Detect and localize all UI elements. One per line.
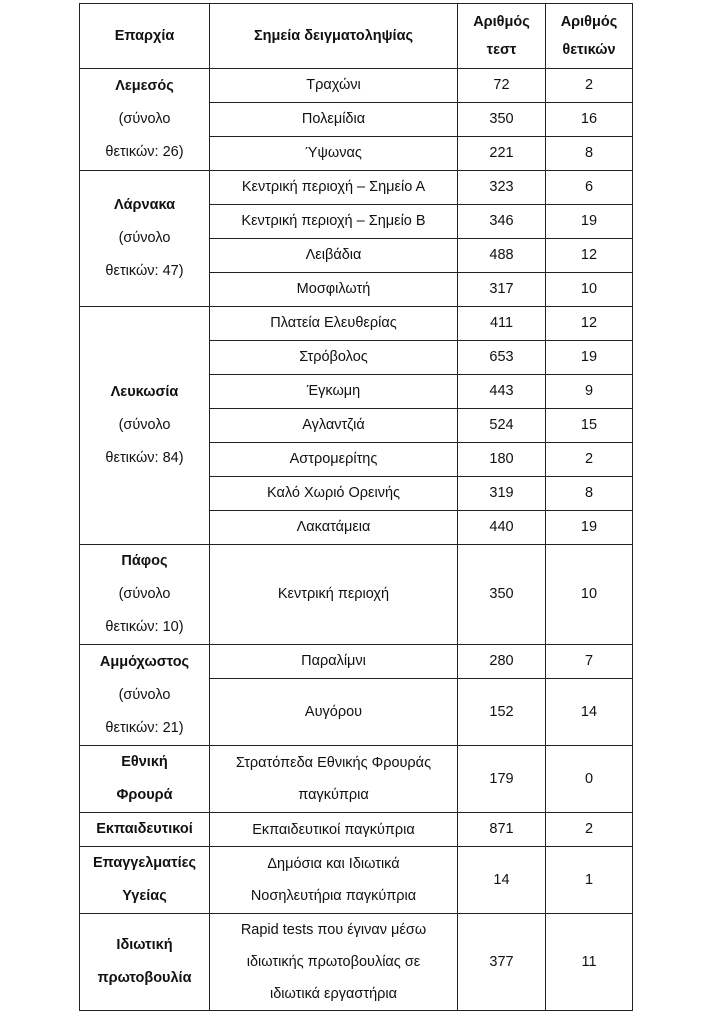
- province-name: Λευκωσία: [110, 384, 179, 400]
- positives-cell: 15: [546, 409, 633, 443]
- province-total-line2: θετικών: 26): [105, 144, 184, 160]
- category-cell: [80, 847, 210, 914]
- test-results-table: [79, 3, 633, 1011]
- site-cell: Ύψωνας: [210, 137, 458, 171]
- positives-cell: 12: [546, 307, 633, 341]
- site-cell: Καλό Χωριό Ορεινής: [210, 477, 458, 511]
- table-row: [80, 746, 633, 813]
- tests-cell: 323: [458, 171, 546, 205]
- positives-cell: 19: [546, 511, 633, 545]
- tests-cell: 221: [458, 137, 546, 171]
- site-cell: Τραχώνι: [210, 69, 458, 103]
- tests-cell: 411: [458, 307, 546, 341]
- province-cell: [80, 645, 210, 746]
- positives-cell: 9: [546, 375, 633, 409]
- site-cell: Λειβάδια: [210, 239, 458, 273]
- site-line1: Δημόσια και Ιδιωτικά: [267, 856, 400, 872]
- province-cell: [80, 307, 210, 545]
- province-name: Λάρνακα: [113, 197, 176, 213]
- tests-cell: 280: [458, 645, 546, 679]
- province-name: Λεμεσός: [115, 78, 174, 94]
- positives-cell: 14: [546, 679, 633, 746]
- tests-cell: 350: [458, 103, 546, 137]
- site-line2: ιδιωτικής πρωτοβουλίας σε: [246, 954, 421, 970]
- tests-cell: 180: [458, 443, 546, 477]
- province-total-line2: θετικών: 10): [105, 619, 184, 635]
- category-cell: [80, 914, 210, 1011]
- site-line1: Στρατόπεδα Εθνικής Φρουράς: [235, 755, 432, 771]
- province-total-line2: θετικών: 47): [105, 263, 184, 279]
- category-name-line2: Φρουρά: [116, 787, 173, 803]
- tests-cell: 653: [458, 341, 546, 375]
- header-positives-line2: θετικών: [562, 42, 616, 58]
- tests-cell: 377: [458, 914, 546, 1011]
- category-cell: [80, 813, 210, 847]
- site-cell: Κεντρική περιοχή: [210, 545, 458, 645]
- category-name-line1: Εθνική: [121, 754, 168, 770]
- site-cell: Στρόβολος: [210, 341, 458, 375]
- province-total-line1: (σύνολο: [118, 230, 171, 246]
- site-line2: παγκύπρια: [298, 787, 369, 803]
- site-cell: Λακατάμεια: [210, 511, 458, 545]
- header-sites: Σημεία δειγματοληψίας: [210, 4, 458, 69]
- province-cell: [80, 171, 210, 307]
- positives-cell: 2: [546, 813, 633, 847]
- site-line1: Rapid tests που έγιναν μέσω: [240, 922, 427, 938]
- tests-cell: 72: [458, 69, 546, 103]
- site-cell: [210, 813, 458, 847]
- positives-cell: 2: [546, 443, 633, 477]
- site-cell: Κεντρική περιοχή – Σημείο Α: [210, 171, 458, 205]
- tests-cell: 443: [458, 375, 546, 409]
- category-cell: [80, 746, 210, 813]
- tests-cell: 319: [458, 477, 546, 511]
- site-line3: ιδιωτικά εργαστήρια: [269, 986, 397, 1002]
- site-cell: Αγλαντζιά: [210, 409, 458, 443]
- province-total-line2: θετικών: 84): [105, 450, 184, 466]
- table-row: [80, 69, 633, 103]
- site-cell: [210, 914, 458, 1011]
- province-total-line1: (σύνολο: [118, 586, 171, 602]
- tests-cell: 488: [458, 239, 546, 273]
- province-name: Αμμόχωστος: [99, 653, 190, 670]
- positives-cell: 7: [546, 645, 633, 679]
- table-row: [80, 307, 633, 341]
- tests-cell: 350: [458, 545, 546, 645]
- category-name-line1: Επαγγελματίες: [92, 855, 197, 871]
- site-line2: Νοσηλευτήρια παγκύπρια: [250, 888, 417, 904]
- site-cell: Αυγόρου: [210, 679, 458, 746]
- positives-cell: 2: [546, 69, 633, 103]
- category-name-line2: πρωτοβουλία: [97, 970, 192, 986]
- table-row: [80, 914, 633, 1011]
- positives-cell: 10: [546, 545, 633, 645]
- province-total-line1: (σύνολο: [118, 111, 171, 127]
- positives-cell: 6: [546, 171, 633, 205]
- positives-cell: 8: [546, 477, 633, 511]
- site-cell: Κεντρική περιοχή – Σημείο Β: [210, 205, 458, 239]
- table-row: [80, 545, 633, 645]
- table-row: [80, 847, 633, 914]
- site-cell: Έγκωμη: [210, 375, 458, 409]
- positives-cell: 19: [546, 205, 633, 239]
- province-total-line2: θετικών: 21): [105, 719, 184, 736]
- site-cell: Μοσφιλωτή: [210, 273, 458, 307]
- positives-cell: 1: [546, 847, 633, 914]
- tests-cell: 524: [458, 409, 546, 443]
- table-row: [80, 813, 633, 847]
- positives-cell: 11: [546, 914, 633, 1011]
- site-cell: Παραλίμνι: [210, 645, 458, 679]
- province-total-line1: (σύνολο: [118, 686, 171, 703]
- tests-cell: 346: [458, 205, 546, 239]
- header-tests-line1: Αριθμός: [473, 14, 530, 30]
- positives-cell: 0: [546, 746, 633, 813]
- header-row: [80, 4, 633, 69]
- tests-cell: 179: [458, 746, 546, 813]
- site-cell: Αστρομερίτης: [210, 443, 458, 477]
- header-positives: [546, 4, 633, 69]
- tests-cell: 317: [458, 273, 546, 307]
- positives-cell: 8: [546, 137, 633, 171]
- site-cell: Πλατεία Ελευθερίας: [210, 307, 458, 341]
- tests-cell: 440: [458, 511, 546, 545]
- tests-cell: 871: [458, 813, 546, 847]
- category-name-line2: Υγείας: [122, 888, 167, 904]
- province-total-line1: (σύνολο: [118, 417, 171, 433]
- site-cell: Πολεμίδια: [210, 103, 458, 137]
- category-name-line1: Ιδιωτική: [116, 937, 173, 953]
- positives-cell: 16: [546, 103, 633, 137]
- site-line1: Εκπαιδευτικοί παγκύπρια: [252, 821, 415, 838]
- site-cell: [210, 847, 458, 914]
- header-positives-line1: Αριθμός: [560, 14, 618, 30]
- tests-cell: 14: [458, 847, 546, 914]
- header-province: Επαρχία: [80, 4, 210, 69]
- header-tests-line2: τεστ: [486, 42, 517, 58]
- header-tests: [458, 4, 546, 69]
- province-cell: [80, 69, 210, 171]
- table-row: [80, 171, 633, 205]
- tests-cell: 152: [458, 679, 546, 746]
- positives-cell: 12: [546, 239, 633, 273]
- site-cell: [210, 746, 458, 813]
- table-row: [80, 645, 633, 679]
- province-name: Πάφος: [121, 553, 168, 569]
- province-cell: [80, 545, 210, 645]
- positives-cell: 19: [546, 341, 633, 375]
- category-name-line1: Εκπαιδευτικοί: [96, 821, 193, 837]
- positives-cell: 10: [546, 273, 633, 307]
